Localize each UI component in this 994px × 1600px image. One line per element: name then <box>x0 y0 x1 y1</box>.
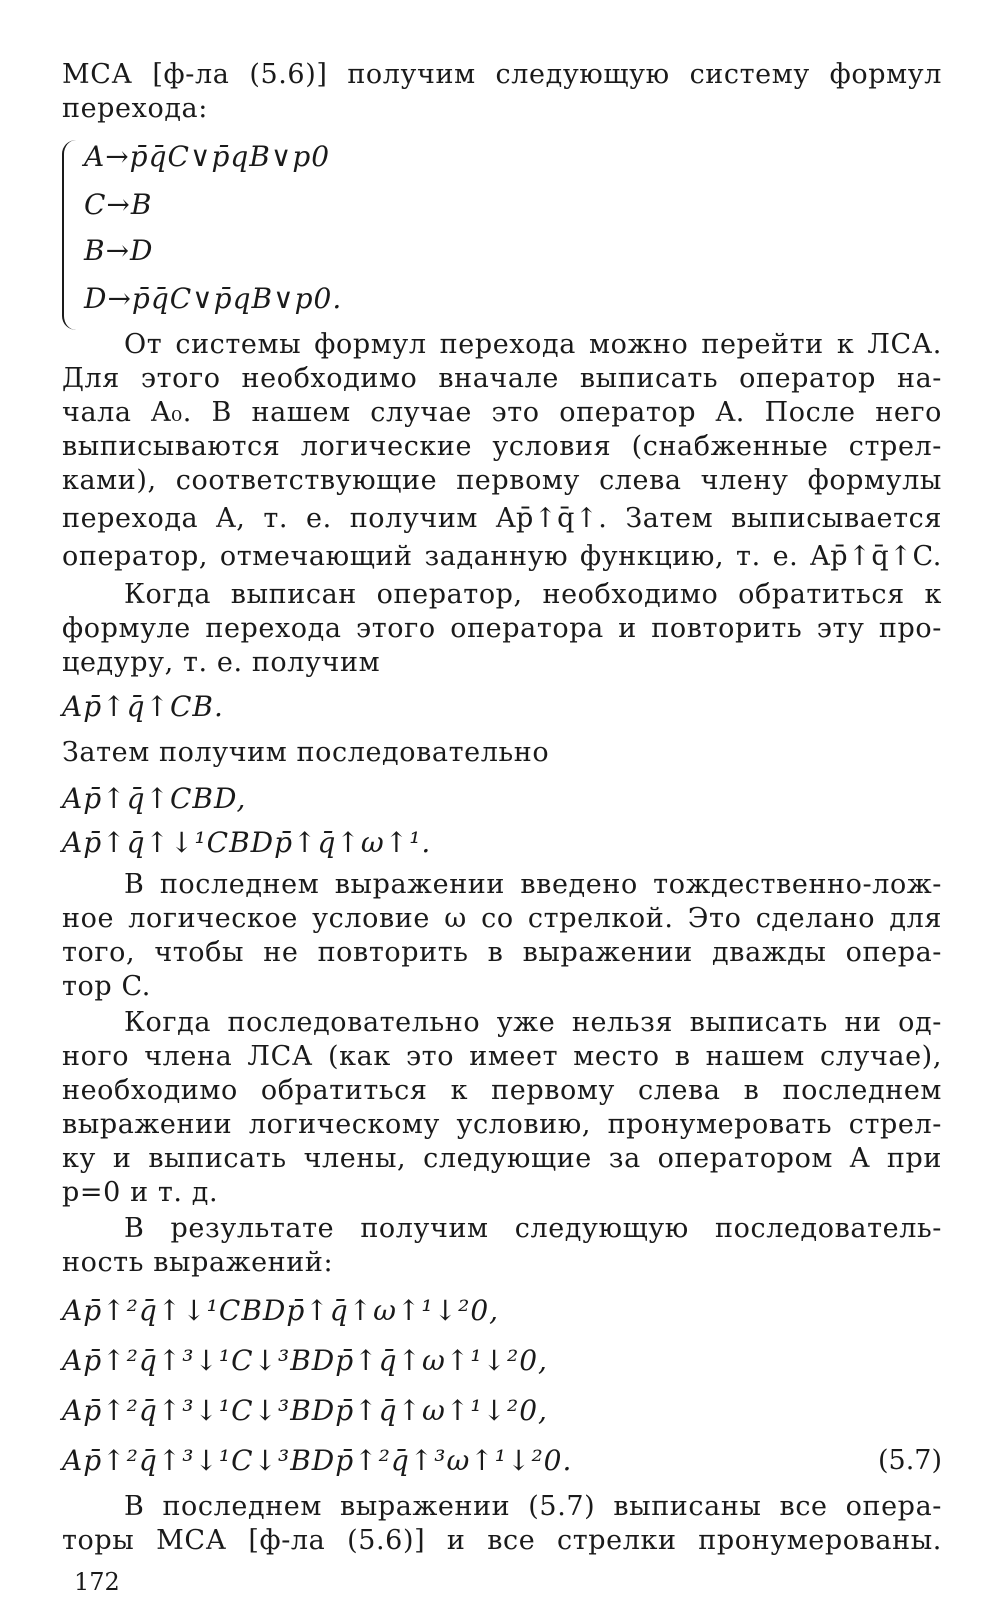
system-formula: A→p̄q̄C∨p̄qB∨p0 <box>84 140 331 173</box>
paragraph-line: ность выражений: <box>62 1247 334 1278</box>
sequence-expression: Ap̄↑²q̄↑³↓¹C↓³BDp̄↑q̄↑ω↑¹↓²0, <box>62 1394 548 1427</box>
paragraph-line: необходимо обратиться к первому слева в последнем <box>62 1075 942 1106</box>
paragraph-line: Затем получим последовательно <box>62 737 550 768</box>
paragraph-line: Когда выписан оператор, необходимо обратиться к <box>124 579 942 610</box>
formula-expression: Ap̄↑q̄↑CB. <box>62 690 224 723</box>
intro-line: МСА [ф-ла (5.6)] получим следующую систему формул <box>62 59 942 90</box>
paragraph-line: оператор, отмечающий заданную функцию, т. е. Ap̄↑q̄↑C. <box>62 541 942 572</box>
paragraph-line: ного члена ЛСА (как это имеет место в нашем случае), <box>62 1041 942 1072</box>
sequence-expression: Ap̄↑²q̄↑³↓¹C↓³BDp̄↑²q̄↑³ω↑¹↓²0. <box>62 1444 573 1477</box>
sequence-expression: Ap̄↑²q̄↑↓¹CBDp̄↑q̄↑ω↑¹↓²0, <box>62 1294 500 1327</box>
paragraph-line: p=0 и т. д. <box>62 1177 219 1208</box>
paragraph-line: ками), соответствующие первому слева члену формулы <box>62 465 942 496</box>
paragraph-line: чала A₀. В нашем случае это оператор A. После него <box>62 397 942 428</box>
system-formula: B→D <box>84 234 154 267</box>
paragraph-line: ное логическое условие ω со стрелкой. Это сделано для <box>62 903 942 934</box>
paragraph-line: Когда последовательно уже нельзя выписать ни од- <box>124 1007 942 1038</box>
system-formula: D→p̄q̄C∨p̄qB∨p0. <box>84 282 343 315</box>
paragraph-line: того, чтобы не повторить в выражении дважды опера- <box>62 937 942 968</box>
sequence-expression: Ap̄↑²q̄↑³↓¹C↓³BDp̄↑q̄↑ω↑¹↓²0, <box>62 1344 548 1377</box>
page-number: 172 <box>74 1568 120 1596</box>
paragraph-line: тор C. <box>62 971 151 1002</box>
formula-expression: Ap̄↑q̄↑CBD, <box>62 782 247 815</box>
paragraph-line: выражении логическому условию, пронумеровать стрел- <box>62 1109 942 1140</box>
paragraph-line: В результате получим следующую последователь- <box>124 1213 942 1244</box>
paragraph-line: В последнем выражении введено тождественно-лож- <box>124 869 942 900</box>
formula-expression: Ap̄↑q̄↑↓¹CBDp̄↑q̄↑ω↑¹. <box>62 826 432 859</box>
paragraph-line: перехода A, т. е. получим Ap̄↑q̄↑. Затем выписывается <box>62 503 942 534</box>
paragraph-line: Для этого необходимо вначале выписать оператор на- <box>62 363 942 394</box>
paragraph-line: выписываются логические условия (снабженные стрел- <box>62 431 942 462</box>
equation-number: (5.7) <box>877 1445 942 1476</box>
system-formula: C→B <box>84 188 153 221</box>
paragraph-line: формуле перехода этого оператора и повторить эту про- <box>62 613 942 644</box>
intro-line: перехода: <box>62 93 208 124</box>
paragraph-line: цедуру, т. е. получим <box>62 647 381 678</box>
paragraph-line: От системы формул перехода можно перейти к ЛСА. <box>124 329 942 360</box>
paragraph-line: торы МСА [ф-ла (5.6)] и все стрелки пронумерованы. <box>62 1525 942 1556</box>
system-brace <box>62 140 78 330</box>
paragraph-line: В последнем выражении (5.7) выписаны все опера- <box>124 1491 942 1522</box>
paragraph-line: ку и выписать члены, следующие за оператором A при <box>62 1143 942 1174</box>
